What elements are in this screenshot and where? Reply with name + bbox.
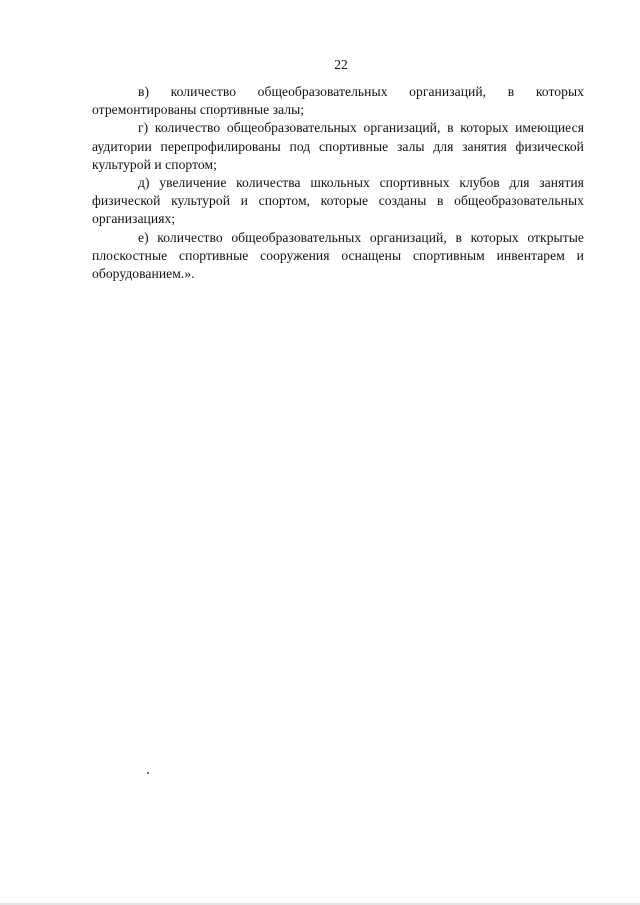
paragraph-d: д) увеличение количества школьных спортивных клубов для занятия физической культурой и спортом, которые созданы в общеобразовательных организациях; [92,175,584,227]
paragraph-v: в) количество общеобразовательных организаций, в которых [138,84,584,99]
paragraph-e: е) количество общеобразовательных организаций, в которых открытые плоскостные спортивные сооружения оснащены спортивным инвентарем и оборудованием.». [92,229,584,282]
paragraph-v-continuation: отремонтированы спортивные залы; [92,102,305,118]
document-body [92,83,584,283]
page-number: 22 [334,57,348,72]
paragraph-g: г) количество общеобразовательных организаций, в которых имеющиеся аудитории перепрофилированы под спортивные залы для занятия физической культурой и спортом; [92,120,584,172]
scan-speck [147,772,149,774]
